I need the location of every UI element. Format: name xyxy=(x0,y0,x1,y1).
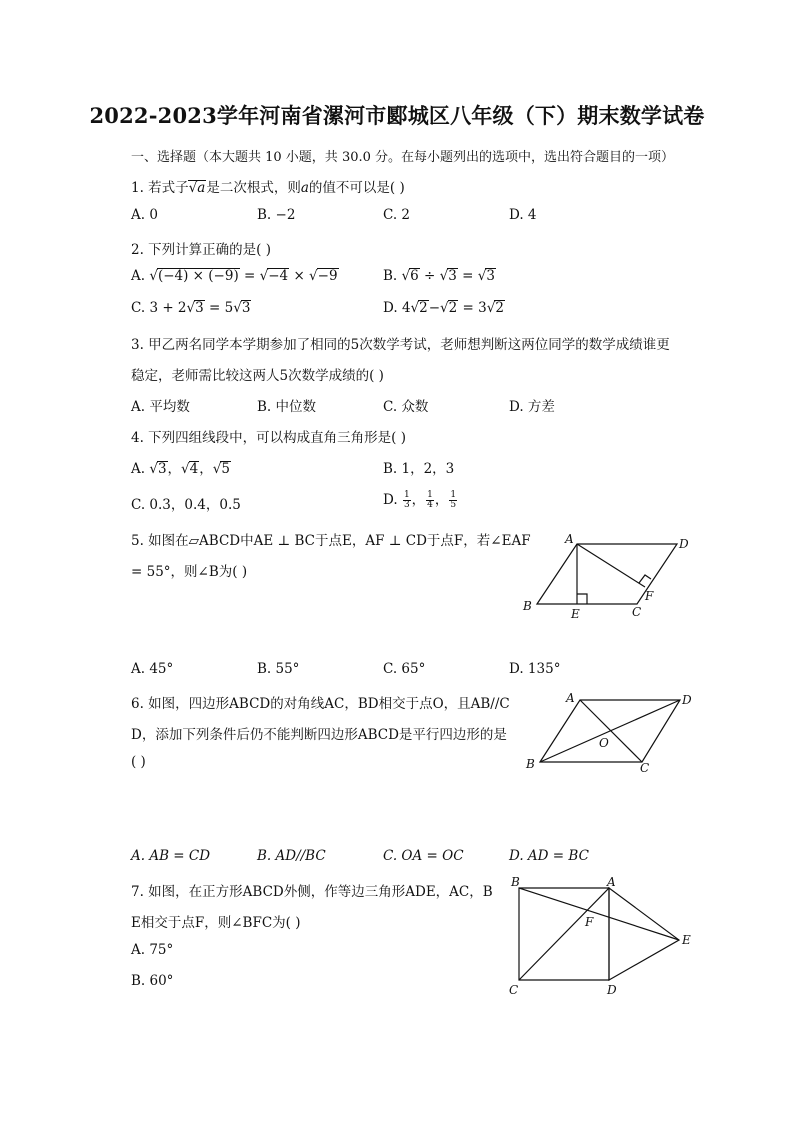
q6-quadrilateral-figure xyxy=(520,688,700,776)
q5-option-c[interactable]: C. 65° xyxy=(383,661,426,677)
label-e: E xyxy=(682,933,691,947)
label-a: A xyxy=(566,691,575,705)
question-6-line-1: 6. 如图，四边形ABCD的对角线AC，BD相交于点O，且AB//C xyxy=(131,696,510,712)
segment-be xyxy=(519,888,679,940)
q3-option-c[interactable]: C. 众数 xyxy=(383,399,429,415)
q2-option-a[interactable]: A. √(−4) × (−9) = √−4 × √−9 xyxy=(131,268,338,284)
label-c: C xyxy=(640,761,650,775)
question-7-line-1: 7. 如图，在正方形ABCD外侧，作等边三角形ADE，AC，B xyxy=(131,884,493,900)
q6-option-b[interactable]: B. AD//BC xyxy=(257,848,326,864)
label-e: E xyxy=(571,607,580,621)
label-a: A xyxy=(565,532,574,546)
q5-option-a[interactable]: A. 45° xyxy=(131,661,174,677)
right-angle-f xyxy=(639,575,651,583)
parallelogram-abcd xyxy=(537,544,677,604)
q3-option-b[interactable]: B. 中位数 xyxy=(257,399,317,415)
label-c: C xyxy=(509,983,519,997)
label-c: C xyxy=(632,605,642,619)
q4-option-d[interactable]: D. $\frac{1}{3}$ ， $\frac{1}{4}$ ， $\frac{1}{5}$ xyxy=(383,490,457,510)
page-title: 2022-2023学年河南省漯河市郾城区八年级（下）期末数学试卷 xyxy=(89,103,705,128)
section-heading: 一、选择题（本大题共 10 小题，共 30.0 分。在每小题列出的选项中，选出符合题目的一项） xyxy=(131,150,675,165)
question-7-line-2: E相交于点F，则∠BFC为( ) xyxy=(131,915,301,931)
sqrt-a: √a xyxy=(188,180,206,196)
q5-parallelogram-figure xyxy=(515,530,705,622)
q2-option-d[interactable]: D. 4√2−√2 = 3√2 xyxy=(383,300,504,316)
right-angle-e xyxy=(577,594,587,604)
q4-option-c[interactable]: C. 0.3，0.4，0.5 xyxy=(131,497,241,513)
segment-af xyxy=(577,544,645,587)
label-b: B xyxy=(523,599,532,613)
label-f: F xyxy=(585,915,594,929)
label-f: F xyxy=(645,589,654,603)
q2-option-c[interactable]: C. 3 + 2√3 = 5√3 xyxy=(131,300,251,316)
question-5-line-1: 5. 如图在▱ABCD中AE ⊥ BC于点E，AF ⊥ CD于点F，若∠EAF xyxy=(131,533,531,549)
question-3-line-1: 3. 甲乙两名同学本学期参加了相同的5次数学考试，老师想判断这两位同学的数学成绩谁更 xyxy=(131,337,670,353)
q5-option-d[interactable]: D. 135° xyxy=(509,661,561,677)
q5-option-b[interactable]: B. 55° xyxy=(257,661,300,677)
triangle-ade xyxy=(609,888,679,980)
question-6-line-2: D，添加下列条件后仍不能判断四边形ABCD是平行四边形的是 xyxy=(131,727,507,743)
question-4-stem: 4. 下列四组线段中，可以构成直角三角形是( ) xyxy=(131,430,406,446)
q1-option-d[interactable]: D. 4 xyxy=(509,207,537,223)
q4-option-a[interactable]: A. √3，√4，√5 xyxy=(131,461,230,477)
q1-option-a[interactable]: A. 0 xyxy=(131,207,158,223)
q6-option-a[interactable]: A. AB = CD xyxy=(131,848,211,864)
label-a: A xyxy=(607,875,616,889)
label-b: B xyxy=(526,757,535,771)
label-b: B xyxy=(511,875,520,889)
label-d: D xyxy=(607,983,617,997)
diagonal-bd xyxy=(540,700,680,762)
question-5-line-2: = 55°，则∠B为( ) xyxy=(131,564,248,580)
q6-option-c[interactable]: C. OA = OC xyxy=(383,848,464,864)
q7-square-triangle-figure xyxy=(505,874,700,1000)
q7-option-a[interactable]: A. 75° xyxy=(131,942,174,958)
segment-ac xyxy=(519,888,609,980)
q1-option-b[interactable]: B. −2 xyxy=(257,207,296,223)
q3-option-d[interactable]: D. 方差 xyxy=(509,399,555,415)
q6-option-d[interactable]: D. AD = BC xyxy=(509,848,589,864)
q2-option-b[interactable]: B. √6 ÷ √3 = √3 xyxy=(383,268,495,284)
question-2-stem: 2. 下列计算正确的是( ) xyxy=(131,242,271,258)
label-d: D xyxy=(682,693,692,707)
question-6-line-3: ( ) xyxy=(131,754,146,770)
q7-option-b[interactable]: B. 60° xyxy=(131,973,174,989)
q4-option-b[interactable]: B. 1，2，3 xyxy=(383,461,455,477)
q1-option-c[interactable]: C. 2 xyxy=(383,207,411,223)
q3-option-a[interactable]: A. 平均数 xyxy=(131,399,190,415)
question-1-stem: 1. 若式子√a是二次根式，则a的值不可以是( ) xyxy=(131,180,405,196)
label-o: O xyxy=(599,736,609,750)
label-d: D xyxy=(679,537,689,551)
question-3-line-2: 稳定，老师需比较这两人5次数学成绩的( ) xyxy=(131,368,384,384)
